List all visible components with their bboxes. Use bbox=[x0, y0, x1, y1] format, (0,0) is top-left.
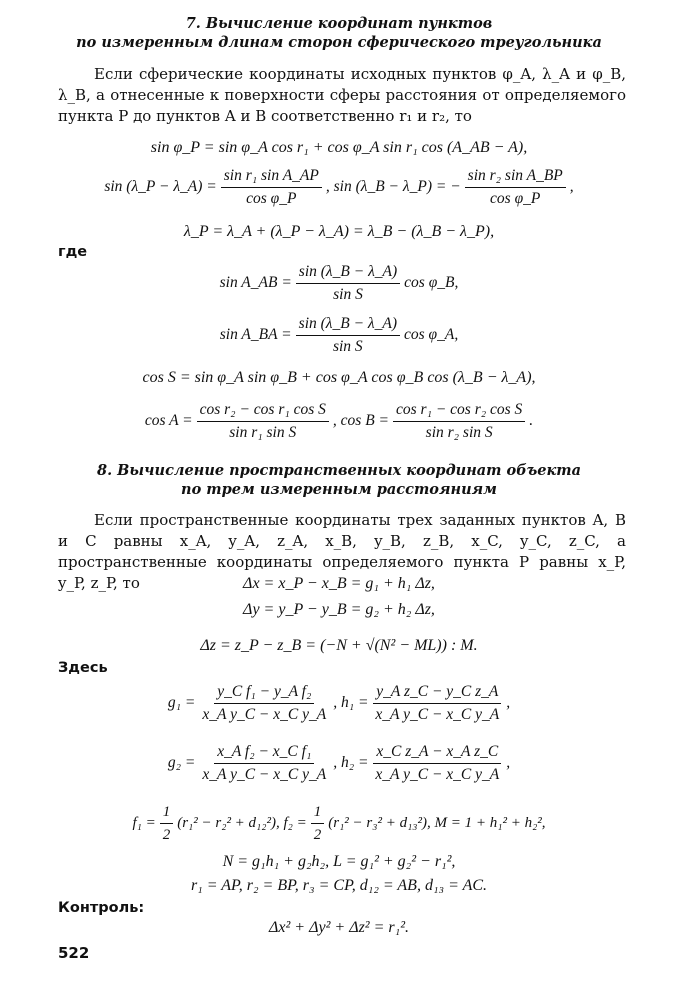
section7-title-line2: по измеренным длинам сторон сферического треугольника bbox=[76, 34, 602, 51]
f1-left: f₁ = bbox=[132, 814, 156, 831]
g1-h1-row bbox=[0, 680, 678, 726]
eq5-fraction bbox=[296, 315, 400, 356]
g2-denominator: x_A y_C − x_C y_A bbox=[202, 765, 327, 783]
section7-eq3: λ_P = λ_A + (λ_P − λ_A) = λ_B − (λ_B − λ_P), bbox=[183, 223, 495, 240]
eq7-fraction-2 bbox=[393, 401, 525, 442]
eq2-frac1-numerator: sin r₁ sin A_AP bbox=[221, 167, 322, 188]
h1-numerator: y_A z_C − y_C z_A bbox=[373, 683, 501, 704]
here-label: Здесь bbox=[58, 660, 108, 676]
eq5-numerator: sin (λ_B − λ_A) bbox=[296, 315, 400, 336]
section7-title-line1: 7. Вычисление координат пунктов bbox=[185, 15, 493, 32]
section7-eq6: cos S = sin φ_A sin φ_B + cos φ_A cos φ_B cos (λ_B − λ_A), bbox=[142, 369, 536, 386]
h2-numerator: x_C z_A − x_A z_C bbox=[373, 743, 501, 764]
eq7-middle: , cos B = bbox=[332, 412, 389, 429]
section7-eq4 bbox=[0, 260, 678, 306]
section7-eq2 bbox=[0, 164, 678, 210]
h2-denominator: x_A y_C − x_C y_A bbox=[375, 765, 500, 783]
eq2-frac2-denominator: cos φ_P bbox=[490, 189, 541, 207]
f2-half-numerator: 1 bbox=[311, 803, 325, 824]
f2-half-fraction bbox=[311, 803, 325, 844]
f2-body: (r₁² − r₃² + d₁₃²), M = 1 + h₁² + h₂², bbox=[328, 814, 546, 831]
g2-fraction bbox=[199, 743, 329, 784]
section8-paragraph: Если пространственные координаты трех заданных пунктов A, B и C равны x_A, y_A, z_A, x_B, y_B, z_B, x_C, y_C, z_C, а пространственные координаты определяемого пункта P равны x_P, y_P, z_P, то bbox=[58, 511, 626, 592]
eq7-frac2-numerator: cos r₁ − cos r₂ cos S bbox=[393, 401, 525, 422]
eq5-left: sin A_BA = bbox=[219, 326, 292, 343]
eq5-right: cos φ_A, bbox=[404, 326, 459, 343]
h2-left: , h₂ = bbox=[333, 754, 369, 771]
f1-half-denominator: 2 bbox=[162, 826, 171, 843]
page-number: 522 bbox=[58, 944, 90, 962]
f2-half-denominator: 2 bbox=[313, 826, 322, 843]
section8-eq2: Δy = y_P − y_B = g₂ + h₂ Δz, bbox=[243, 601, 435, 618]
control-label: Контроль: bbox=[58, 900, 145, 916]
eq4-right: cos φ_B, bbox=[404, 274, 459, 291]
eq2-left: sin (λ_P − λ_A) = bbox=[104, 178, 217, 195]
eq7-frac1-denominator: sin r₁ sin S bbox=[229, 423, 297, 441]
section7-eq1: sin φ_P = sin φ_A cos r₁ + cos φ_A sin r₁ cos (A_AB − A), bbox=[150, 139, 528, 156]
eq2-frac1-denominator: cos φ_P bbox=[246, 189, 297, 207]
eq4-left: sin A_AB = bbox=[219, 274, 292, 291]
h1-end: , bbox=[506, 694, 511, 711]
where-label: где bbox=[58, 244, 88, 260]
section7-eq5 bbox=[0, 312, 678, 358]
section7-paragraph: Если сферические координаты исходных пунктов φ_A, λ_A и φ_B, λ_B, а отнесенные к поверхности сферы расстояния от определяемого пункта P до пунктов A и B соответственно r₁ и r₂, то bbox=[58, 65, 626, 125]
eq2-end: , bbox=[569, 178, 574, 195]
r-line: r₁ = AP, r₂ = BP, r₃ = CP, d₁₂ = AB, d₁₃ = AC. bbox=[190, 877, 488, 894]
h2-end: , bbox=[506, 754, 511, 771]
eq7-left: cos A = bbox=[144, 412, 193, 429]
eq2-middle: , sin (λ_B − λ_P) = − bbox=[325, 178, 461, 195]
h1-denominator: x_A y_C − x_C y_A bbox=[375, 705, 500, 723]
h2-fraction bbox=[372, 743, 502, 784]
g1-denominator: x_A y_C − x_C y_A bbox=[202, 705, 327, 723]
eq7-fraction-1 bbox=[197, 401, 329, 442]
eq2-frac2-numerator: sin r₂ sin A_BP bbox=[465, 167, 566, 188]
section7-eq7 bbox=[0, 398, 678, 444]
eq7-frac1-numerator: cos r₂ − cos r₁ cos S bbox=[197, 401, 329, 422]
section8-title-line1: 8. Вычисление пространственных координат объекта bbox=[96, 462, 582, 479]
f1-half-numerator: 1 bbox=[160, 803, 174, 824]
eq4-numerator: sin (λ_B − λ_A) bbox=[296, 263, 400, 284]
g2-h2-row bbox=[0, 740, 678, 786]
g1-left: g₁ = bbox=[167, 694, 196, 711]
f1-half-fraction bbox=[160, 803, 174, 844]
g2-numerator: x_A f₂ − x_C f₁ bbox=[214, 743, 314, 764]
h1-fraction bbox=[372, 683, 502, 724]
eq7-frac2-denominator: sin r₂ sin S bbox=[425, 423, 493, 441]
h1-left: , h₁ = bbox=[333, 694, 369, 711]
eq2-fraction-1 bbox=[221, 167, 322, 208]
section8-eq1: Δx = x_P − x_B = g₁ + h₁ Δz, bbox=[243, 575, 435, 592]
section8-eq3: Δz = z_P − z_B = (−N + √(N² − ML)) : M. bbox=[200, 637, 478, 654]
section8-title-line2: по трем измеренным расстояниям bbox=[181, 481, 497, 498]
eq5-denominator: sin S bbox=[332, 337, 363, 355]
eq2-fraction-2 bbox=[465, 167, 566, 208]
eq4-denominator: sin S bbox=[333, 285, 363, 303]
nl-line: N = g₁h₁ + g₂h₂, L = g₁² + g₂² − r₁², bbox=[222, 853, 456, 870]
f1-body: (r₁² − r₂² + d₁₂²), f₂ = bbox=[177, 814, 307, 831]
control-equation: Δx² + Δy² + Δz² = r₁². bbox=[269, 919, 409, 936]
g2-left: g₂ = bbox=[167, 754, 196, 771]
eq7-end: . bbox=[529, 412, 534, 429]
g1-fraction bbox=[199, 683, 329, 724]
g1-numerator: y_C f₁ − y_A f₂ bbox=[214, 683, 314, 704]
eq4-fraction bbox=[296, 263, 400, 304]
f-definitions-row bbox=[0, 800, 678, 846]
